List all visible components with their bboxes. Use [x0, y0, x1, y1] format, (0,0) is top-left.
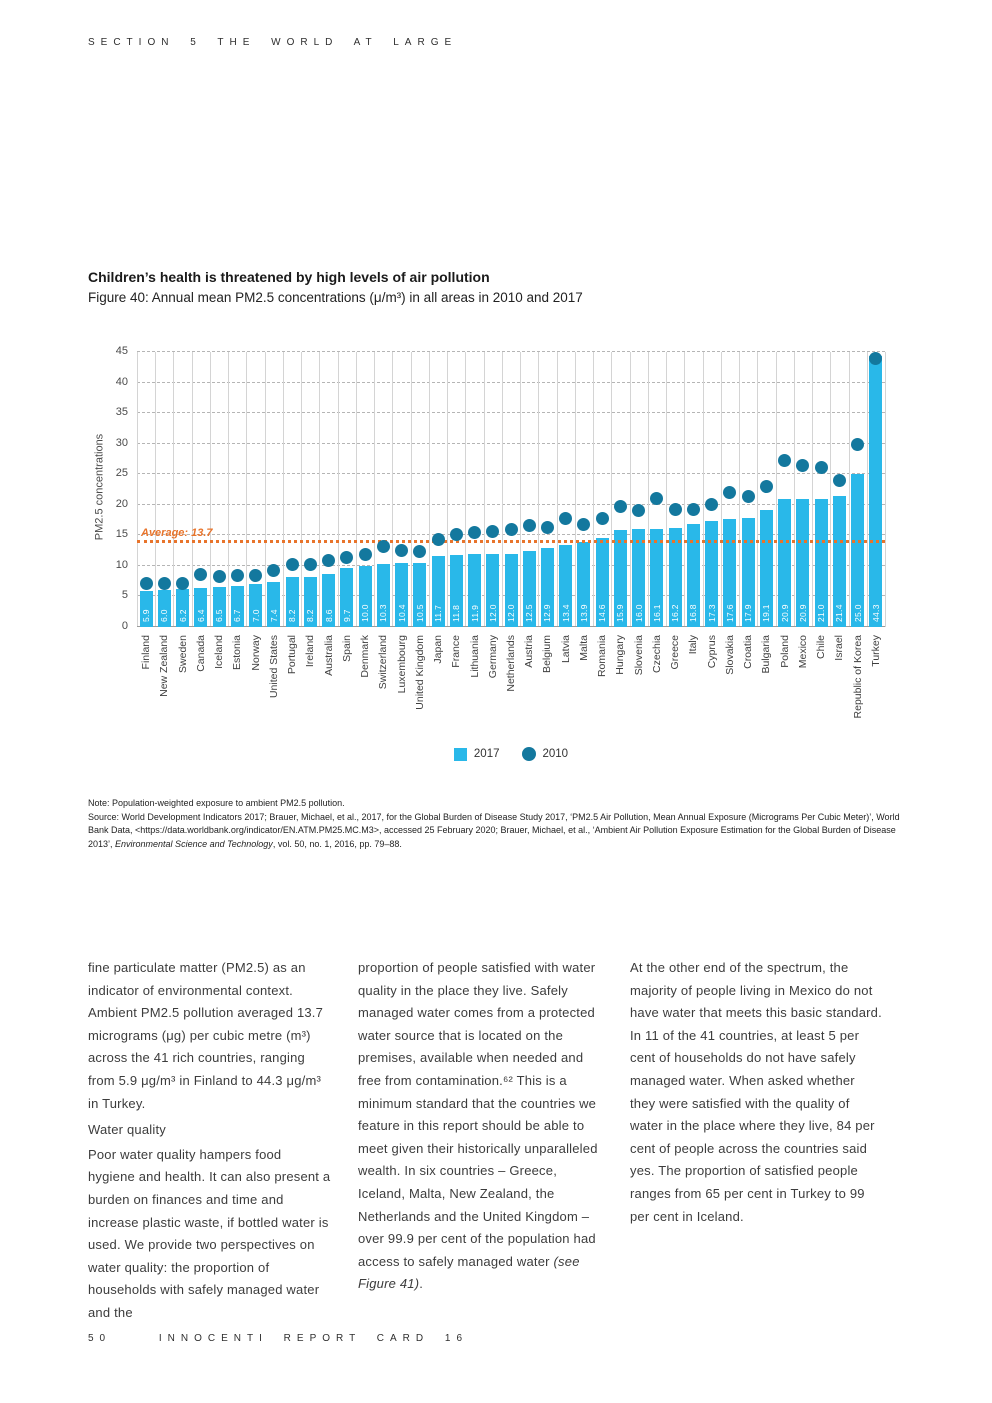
vertical-gridline: [776, 352, 777, 627]
x-axis-label: Republic of Korea: [851, 635, 864, 719]
bar-value-label: 16.2: [670, 604, 681, 622]
vertical-gridline: [392, 352, 393, 627]
vertical-gridline: [447, 352, 448, 627]
vertical-gridline: [849, 352, 850, 627]
bar-value-label: 14.6: [597, 604, 608, 622]
gridline: [137, 351, 885, 352]
dot-2010: [723, 486, 736, 499]
vertical-gridline: [812, 352, 813, 627]
vertical-gridline: [593, 352, 594, 627]
dot-2010: [577, 518, 590, 531]
vertical-gridline: [684, 352, 685, 627]
x-axis-label: Netherlands: [505, 635, 517, 692]
dot-2010: [249, 569, 262, 582]
bar-value-label: 8.6: [323, 609, 334, 622]
vertical-gridline: [648, 352, 649, 627]
bar-value-label: 12.0: [487, 604, 498, 622]
figure-41-reference: (see Figure 41): [358, 1253, 580, 1292]
dot-2010: [559, 512, 572, 525]
bar-value-label: 11.9: [469, 604, 480, 622]
bar-value-label: 6.5: [214, 609, 225, 622]
x-axis-label: United States: [267, 635, 280, 699]
dot-2010: [395, 544, 408, 557]
x-axis-label: Ireland: [304, 635, 317, 668]
dot-2010: [669, 503, 682, 516]
dot-2010: [742, 490, 755, 503]
page-footer: [88, 1333, 468, 1344]
figure-subtitle: Figure 40: Annual mean PM2.5 concentrations (μ/m³) in all areas in 2010 and 2017: [88, 290, 583, 305]
dot-2010: [213, 570, 226, 583]
paragraph-text: proportion of people satisfied with water quality in the place they live. Safely managed water comes from a protected water source that is located on the premises, available when needed and free from contamination.⁶² This is a minimum standard that the countries we feature in this report should be able to meet given their historically unparalleled wealth. In six countries – Greece, Iceland, Malta, New Zealand, the Netherlands and the United Kingdom – over 99.9 per cent of the population had access to safely managed water: [358, 960, 598, 1269]
vertical-gridline: [137, 352, 138, 627]
vertical-gridline: [484, 352, 485, 627]
x-axis-label: New Zealand: [158, 635, 171, 697]
gridline: [137, 473, 885, 474]
bar-value-label: 16.0: [633, 604, 644, 622]
x-axis-label: Finland: [140, 635, 153, 670]
bar-value-label: 6.0: [159, 609, 170, 622]
vertical-gridline: [173, 352, 174, 627]
dot-2010: [377, 540, 390, 553]
bar-value-label: 10.4: [396, 604, 407, 622]
dot-2010: [596, 512, 609, 525]
source-journal: Environmental Science and Technology: [115, 838, 273, 849]
gridline: [137, 412, 885, 413]
vertical-gridline: [374, 352, 375, 627]
x-axis-label: Croatia: [742, 635, 755, 669]
dot-2010: [413, 545, 426, 558]
bar-value-label: 8.2: [305, 609, 316, 622]
dot-2010: [322, 554, 335, 567]
y-tick-label: 10: [115, 558, 128, 571]
dot-2010: [760, 480, 773, 493]
bar-value-label: 16.1: [651, 604, 662, 622]
y-tick-label: 35: [115, 406, 128, 419]
legend-swatch-2017-icon: [454, 748, 467, 761]
body-column-2: [358, 957, 605, 1296]
bar-value-label: 12.9: [542, 604, 553, 622]
y-tick-label: 0: [121, 620, 128, 632]
x-axis-label: Denmark: [359, 635, 372, 678]
vertical-gridline: [228, 352, 229, 627]
dot-2010: [833, 474, 846, 487]
figure-source: [88, 811, 906, 852]
x-axis-label: United Kingdom: [413, 635, 426, 710]
paragraph-pm25: fine particulate matter (PM2.5) as an indicator of environmental context. Ambient PM2.5 pollution averaged 13.7 micrograms (μg) per cubic metre (m³) across the 41 rich countries, ranging from 5.9 μg/m³ in Finland to 44.3 μg/m³ in Turkey.: [88, 960, 324, 1111]
bar-value-label: 11.7: [433, 604, 444, 622]
vertical-gridline: [557, 352, 558, 627]
bar-value-label: 10.5: [414, 604, 425, 622]
y-tick-label: 40: [115, 375, 128, 388]
legend-label-2017: 2017: [473, 748, 500, 760]
bar-value-label: 8.2: [287, 609, 298, 622]
x-axis-label: Mexico: [796, 635, 809, 669]
bar-value-label: 5.9: [141, 609, 152, 622]
x-axis-label: Luxembourg: [395, 635, 408, 694]
gridline: [137, 382, 885, 383]
bar-value-label: 13.4: [560, 604, 571, 622]
vertical-gridline: [630, 352, 631, 627]
bar-value-label: 17.3: [706, 604, 717, 622]
x-axis-label: France: [450, 635, 463, 668]
dot-2010: [869, 352, 882, 365]
x-axis-label: Austria: [523, 635, 536, 668]
x-axis-label: Spain: [340, 635, 353, 662]
x-axis-label: Belgium: [541, 635, 554, 673]
x-axis-label: Italy: [687, 635, 700, 655]
bar-2017: [869, 356, 882, 627]
report-title: INNOCENTI REPORT CARD 16: [158, 1333, 469, 1344]
dot-2010: [778, 454, 791, 467]
x-axis-label: Australia: [322, 635, 335, 676]
x-axis-label: Israel: [833, 635, 846, 661]
body-column-3: [630, 957, 883, 1228]
bar-value-label: 17.9: [743, 604, 754, 622]
x-axis-label: Germany: [486, 635, 499, 679]
vertical-gridline: [155, 352, 156, 627]
dot-2010: [505, 523, 518, 536]
dot-2010: [468, 526, 481, 539]
dot-2010: [359, 548, 372, 561]
x-axis-label: Greece: [669, 635, 682, 670]
x-axis-label: Norway: [249, 635, 262, 671]
bar-value-label: 21.0: [816, 604, 827, 622]
dot-2010: [632, 504, 645, 517]
legend-swatch-2010-icon: [522, 747, 536, 761]
bar-value-label: 7.4: [268, 609, 279, 622]
paragraph-water-satisfaction: At the other end of the spectrum, the majority of people living in Mexico do not have water that meets this basic standard. In 11 of the 41 countries, at least 5 per cent of households do not have safely managed water. When asked whether they were satisfied with the quality of water in the place where they live, 84 per cent of people across the countries said yes. The proportion of satisfied people ranges from 65 per cent in Turkey to 99 per cent in Iceland.: [630, 960, 882, 1224]
vertical-gridline: [210, 352, 211, 627]
vertical-gridline: [338, 352, 339, 627]
dot-2010: [267, 564, 280, 577]
vertical-gridline: [885, 352, 886, 627]
y-axis-ticks: [86, 345, 130, 632]
bar-value-label: 10.3: [378, 604, 389, 622]
bar-value-label: 15.9: [615, 604, 626, 622]
dot-2010: [432, 533, 445, 546]
y-tick-label: 30: [115, 436, 128, 449]
y-tick-label: 25: [115, 467, 128, 480]
vertical-gridline: [867, 352, 868, 627]
dot-2010: [176, 577, 189, 590]
x-axis-label: Turkey: [869, 635, 882, 667]
dot-2010: [486, 525, 499, 538]
dot-2010: [304, 558, 317, 571]
dot-2010: [705, 498, 718, 511]
x-axis-label: Switzerland: [377, 635, 390, 690]
dot-2010: [450, 528, 463, 541]
bar-value-label: 10.0: [360, 604, 371, 622]
x-axis-label: Chile: [815, 635, 828, 659]
body-column-1: [88, 957, 331, 1325]
vertical-gridline: [265, 352, 266, 627]
bar-value-label: 44.3: [870, 604, 881, 622]
bar-value-label: 16.8: [688, 604, 699, 622]
x-axis-label: Poland: [778, 635, 791, 668]
x-axis-label: Canada: [194, 635, 207, 672]
dot-2010: [286, 558, 299, 571]
bar-value-label: 21.4: [834, 604, 845, 622]
bar-value-label: 12.5: [524, 604, 535, 622]
figure-notes: [88, 797, 906, 851]
vertical-gridline: [465, 352, 466, 627]
x-axis-label: Lithuania: [468, 635, 481, 678]
y-tick-label: 45: [115, 345, 128, 357]
x-axis-label: Czechia: [650, 635, 663, 673]
vertical-gridline: [502, 352, 503, 627]
plot-area: [137, 352, 885, 627]
bar-value-label: 12.0: [506, 604, 516, 622]
gridline: [137, 443, 885, 444]
bar-value-label: 7.0: [250, 609, 261, 622]
average-line: [137, 540, 885, 543]
vertical-gridline: [666, 352, 667, 627]
vertical-gridline: [794, 352, 795, 627]
vertical-gridline: [520, 352, 521, 627]
vertical-gridline: [739, 352, 740, 627]
x-axis-label: Malta: [577, 635, 590, 661]
section-header: SECTION 5 THE WORLD AT LARGE: [88, 37, 458, 48]
x-axis-label: Portugal: [286, 635, 299, 675]
dot-2010: [158, 577, 171, 590]
chart-legend: [137, 747, 885, 761]
vertical-gridline: [575, 352, 576, 627]
dot-2010: [541, 521, 554, 534]
x-axis-label: Romania: [596, 635, 609, 678]
x-axis-label: Latvia: [559, 635, 572, 664]
vertical-gridline: [830, 352, 831, 627]
vertical-gridline: [757, 352, 758, 627]
bar-value-label: 25.0: [852, 604, 863, 622]
y-tick-label: 5: [121, 589, 128, 602]
vertical-gridline: [538, 352, 539, 627]
source-text-end: , vol. 50, no. 1, 2016, pp. 79–88.: [272, 838, 402, 849]
dot-2010: [851, 438, 864, 451]
x-axis-label: Japan: [432, 635, 445, 664]
vertical-gridline: [283, 352, 284, 627]
vertical-gridline: [319, 352, 320, 627]
gridline: [137, 504, 885, 505]
y-tick-label: 20: [115, 497, 128, 510]
page-number: 50: [88, 1333, 112, 1344]
vertical-gridline: [429, 352, 430, 627]
bar-value-label: 6.7: [232, 609, 243, 622]
bar-value-label: 20.9: [797, 604, 808, 622]
vertical-gridline: [301, 352, 302, 627]
dot-2010: [614, 500, 627, 513]
paragraph-text-end: .: [419, 1276, 424, 1292]
x-axis-label: Slovenia: [632, 635, 645, 676]
bar-value-label: 17.6: [724, 604, 735, 622]
x-axis-label: Cyprus: [705, 635, 718, 669]
dot-2010: [796, 459, 809, 472]
dot-2010: [340, 551, 353, 564]
bar-value-label: 19.1: [761, 604, 772, 622]
dot-2010: [815, 461, 828, 474]
x-axis-labels: [137, 631, 885, 759]
y-tick-label: 15: [115, 528, 128, 541]
vertical-gridline: [411, 352, 412, 627]
dot-2010: [194, 568, 207, 581]
bar-value-label: 13.9: [578, 604, 589, 622]
vertical-gridline: [356, 352, 357, 627]
x-axis-label: Hungary: [614, 635, 627, 675]
figure-title: Children’s health is threatened by high levels of air pollution: [88, 269, 490, 285]
source-text: Source: World Development Indicators 2017; Brauer, Michael, et al., 2017, for the Global Burden of Disease Study 2017, ‘PM2.5 Air Pollution, Mean Annual Exposure (Micrograms Per Cubic Meter)’, World Bank Data, <https://data.worldbank.org/indicator/EN.ATM.PM25.MC.M3>, accessed 25 February 2020; Brauer, Michael, et al., ‘Ambient Air Pollution Exposure Estimation for the Global Burden of Disease 2013’,: [88, 811, 900, 849]
dot-2010: [687, 503, 700, 516]
bar-value-label: 6.2: [177, 609, 188, 622]
paragraph-water-quality: Poor water quality hampers food hygiene and health. It can also present a burden on finances and time and increase plastic waste, if bottled water is used. We provide two perspectives on water quality: the proportion of households with safely managed water and the: [88, 1146, 331, 1320]
water-quality-heading: Water quality: [88, 1122, 166, 1138]
dot-2010: [140, 577, 153, 590]
paragraph-safely-managed-water: [358, 957, 605, 1296]
vertical-gridline: [246, 352, 247, 627]
y-axis-label: PM2.5 concentrations: [93, 433, 106, 541]
x-axis-label: Bulgaria: [760, 635, 773, 674]
x-axis-label: Sweden: [176, 635, 189, 673]
bar-value-label: 9.7: [341, 609, 352, 622]
figure-note: Note: Population-weighted exposure to ambient PM2.5 pollution.: [88, 798, 345, 808]
bar-value-label: 6.4: [195, 609, 206, 622]
bar-value-label: 11.8: [451, 604, 462, 622]
x-axis-label: Estonia: [231, 635, 244, 671]
dot-2010: [523, 519, 536, 532]
vertical-gridline: [192, 352, 193, 627]
vertical-gridline: [703, 352, 704, 627]
x-axis-label: Slovakia: [723, 635, 736, 675]
dot-2010: [231, 569, 244, 582]
legend-label-2010: 2010: [542, 748, 569, 760]
bar-value-label: 20.9: [779, 604, 790, 622]
average-label: Average: 13.7: [141, 527, 213, 540]
vertical-gridline: [611, 352, 612, 627]
vertical-gridline: [721, 352, 722, 627]
x-axis-label: Iceland: [213, 635, 226, 669]
